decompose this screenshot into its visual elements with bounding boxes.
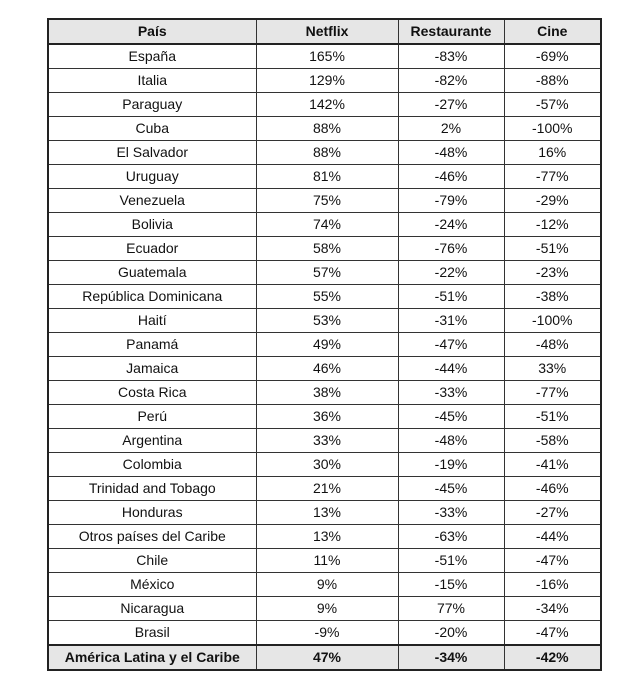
table-row	[48, 93, 601, 117]
header-row	[48, 19, 601, 44]
cine-cell: -51%	[504, 237, 601, 261]
total-row	[48, 645, 601, 670]
cine-cell: -100%	[504, 117, 601, 141]
netflix-cell: 53%	[256, 309, 398, 333]
restaurante-cell: -76%	[398, 237, 504, 261]
restaurante-cell: -15%	[398, 573, 504, 597]
table-header	[48, 19, 601, 44]
table-row	[48, 213, 601, 237]
cine-cell: 16%	[504, 141, 601, 165]
restaurante-cell: -19%	[398, 453, 504, 477]
country-cell: Panamá	[48, 333, 256, 357]
country-cell: Uruguay	[48, 165, 256, 189]
table-row	[48, 261, 601, 285]
country-cell: Argentina	[48, 429, 256, 453]
cine-cell: -77%	[504, 165, 601, 189]
netflix-cell: 38%	[256, 381, 398, 405]
country-cell: Cuba	[48, 117, 256, 141]
restaurante-cell: -63%	[398, 525, 504, 549]
country-cell: El Salvador	[48, 141, 256, 165]
cine-cell: -16%	[504, 573, 601, 597]
restaurante-cell: -27%	[398, 93, 504, 117]
cine-cell: -88%	[504, 69, 601, 93]
country-cell: Otros países del Caribe	[48, 525, 256, 549]
restaurante-cell: -79%	[398, 189, 504, 213]
country-cell: Italia	[48, 69, 256, 93]
cine-cell: -34%	[504, 597, 601, 621]
restaurante-cell: -24%	[398, 213, 504, 237]
table-row	[48, 501, 601, 525]
cine-cell: -46%	[504, 477, 601, 501]
data-table	[47, 18, 602, 671]
netflix-cell: 30%	[256, 453, 398, 477]
netflix-cell: 13%	[256, 501, 398, 525]
total-netflix-cell: 47%	[256, 645, 398, 670]
cine-cell: -47%	[504, 621, 601, 646]
table-row	[48, 44, 601, 69]
country-cell: Honduras	[48, 501, 256, 525]
table-row	[48, 309, 601, 333]
table-row	[48, 333, 601, 357]
restaurante-cell: -31%	[398, 309, 504, 333]
table-row	[48, 237, 601, 261]
country-cell: Bolivia	[48, 213, 256, 237]
cine-cell: -23%	[504, 261, 601, 285]
cine-cell: -44%	[504, 525, 601, 549]
cine-cell: -58%	[504, 429, 601, 453]
restaurante-cell: -47%	[398, 333, 504, 357]
restaurante-cell: -51%	[398, 285, 504, 309]
restaurante-cell: -33%	[398, 381, 504, 405]
cine-cell: -41%	[504, 453, 601, 477]
restaurante-cell: -48%	[398, 141, 504, 165]
netflix-cell: 49%	[256, 333, 398, 357]
netflix-cell: 46%	[256, 357, 398, 381]
cine-cell: -57%	[504, 93, 601, 117]
netflix-cell: 9%	[256, 573, 398, 597]
restaurante-cell: -45%	[398, 477, 504, 501]
restaurante-cell: -83%	[398, 44, 504, 69]
table-body	[48, 44, 601, 645]
restaurante-cell: -82%	[398, 69, 504, 93]
restaurante-cell: -45%	[398, 405, 504, 429]
table-row	[48, 189, 601, 213]
table-row	[48, 597, 601, 621]
header-cine: Cine	[504, 19, 601, 44]
cine-cell: -48%	[504, 333, 601, 357]
restaurante-cell: -48%	[398, 429, 504, 453]
country-cell: México	[48, 573, 256, 597]
table-row	[48, 525, 601, 549]
country-cell: Guatemala	[48, 261, 256, 285]
restaurante-cell: -22%	[398, 261, 504, 285]
table-row	[48, 285, 601, 309]
cine-cell: -100%	[504, 309, 601, 333]
netflix-cell: 88%	[256, 141, 398, 165]
header-restaurante: Restaurante	[398, 19, 504, 44]
cine-cell: 33%	[504, 357, 601, 381]
header-country: País	[48, 19, 256, 44]
country-cell: Costa Rica	[48, 381, 256, 405]
restaurante-cell: -44%	[398, 357, 504, 381]
netflix-cell: 13%	[256, 525, 398, 549]
country-cell: Ecuador	[48, 237, 256, 261]
netflix-cell: -9%	[256, 621, 398, 646]
table-footer	[48, 645, 601, 670]
country-cell: Colombia	[48, 453, 256, 477]
restaurante-cell: 77%	[398, 597, 504, 621]
table-row	[48, 357, 601, 381]
netflix-cell: 33%	[256, 429, 398, 453]
total-country-cell: América Latina y el Caribe	[48, 645, 256, 670]
country-cell: España	[48, 44, 256, 69]
netflix-cell: 58%	[256, 237, 398, 261]
table-row	[48, 453, 601, 477]
netflix-cell: 55%	[256, 285, 398, 309]
country-cell: Trinidad and Tobago	[48, 477, 256, 501]
table-row	[48, 429, 601, 453]
netflix-cell: 74%	[256, 213, 398, 237]
country-cell: Haití	[48, 309, 256, 333]
restaurante-cell: -33%	[398, 501, 504, 525]
data-table-container	[47, 18, 600, 671]
country-cell: República Dominicana	[48, 285, 256, 309]
country-cell: Chile	[48, 549, 256, 573]
cine-cell: -29%	[504, 189, 601, 213]
cine-cell: -77%	[504, 381, 601, 405]
table-row	[48, 405, 601, 429]
country-cell: Perú	[48, 405, 256, 429]
restaurante-cell: -20%	[398, 621, 504, 646]
cine-cell: -47%	[504, 549, 601, 573]
country-cell: Nicaragua	[48, 597, 256, 621]
country-cell: Brasil	[48, 621, 256, 646]
cine-cell: -12%	[504, 213, 601, 237]
table-row	[48, 165, 601, 189]
cine-cell: -38%	[504, 285, 601, 309]
cine-cell: -51%	[504, 405, 601, 429]
table-row	[48, 477, 601, 501]
netflix-cell: 9%	[256, 597, 398, 621]
netflix-cell: 11%	[256, 549, 398, 573]
cine-cell: -27%	[504, 501, 601, 525]
table-row	[48, 141, 601, 165]
netflix-cell: 75%	[256, 189, 398, 213]
table-row	[48, 573, 601, 597]
total-restaurante-cell: -34%	[398, 645, 504, 670]
netflix-cell: 81%	[256, 165, 398, 189]
table-row	[48, 69, 601, 93]
header-netflix: Netflix	[256, 19, 398, 44]
cine-cell: -69%	[504, 44, 601, 69]
netflix-cell: 165%	[256, 44, 398, 69]
restaurante-cell: 2%	[398, 117, 504, 141]
total-cine-cell: -42%	[504, 645, 601, 670]
table-row	[48, 117, 601, 141]
restaurante-cell: -51%	[398, 549, 504, 573]
restaurante-cell: -46%	[398, 165, 504, 189]
table-row	[48, 621, 601, 646]
netflix-cell: 88%	[256, 117, 398, 141]
table-row	[48, 381, 601, 405]
netflix-cell: 57%	[256, 261, 398, 285]
netflix-cell: 142%	[256, 93, 398, 117]
netflix-cell: 36%	[256, 405, 398, 429]
netflix-cell: 21%	[256, 477, 398, 501]
country-cell: Venezuela	[48, 189, 256, 213]
country-cell: Jamaica	[48, 357, 256, 381]
country-cell: Paraguay	[48, 93, 256, 117]
table-row	[48, 549, 601, 573]
netflix-cell: 129%	[256, 69, 398, 93]
